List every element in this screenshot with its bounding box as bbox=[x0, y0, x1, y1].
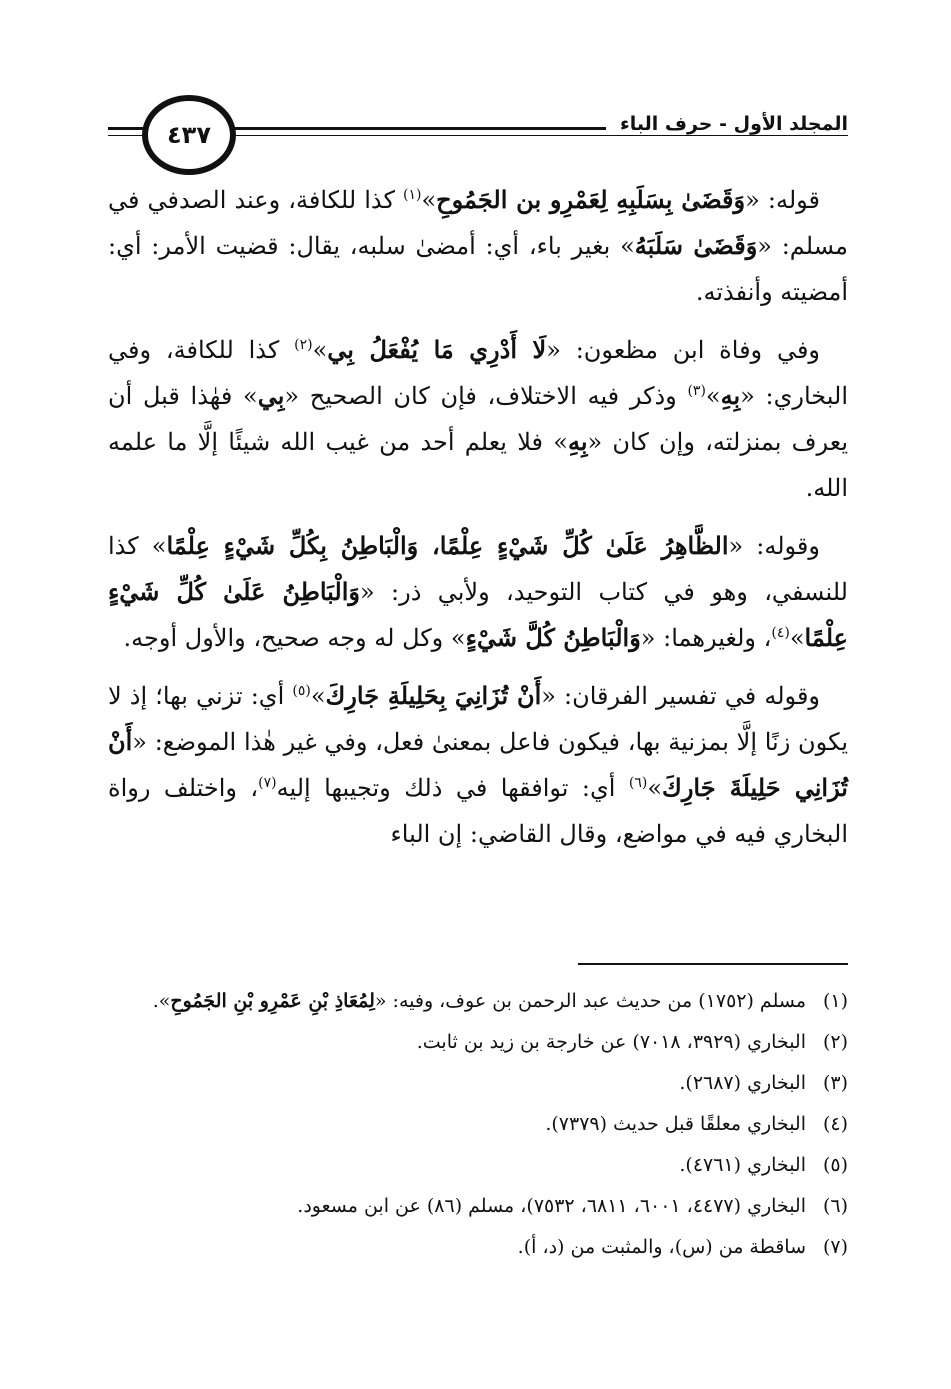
paragraph-2: وفي وفاة ابن مظعون: «لَا أَدْرِي مَا يُفْعَلُ بِي»$^{(٢)}$ كذا للكافة، وفي البخاري: «بِهِ»$^{(٣)}$ وذكر فيه الاختلاف، فإن كان الصحيح «بِي» فهٰذا قبل أن يعرف بمنزلته، وإن كان «بِهِ» فلا يعلم أحد من غيب الله شيئًا إلَّا ما علمه الله. bbox=[108, 335, 849, 502]
footnote-ref[interactable]: (٢) bbox=[294, 337, 313, 353]
footnote-ref[interactable]: (٧) bbox=[258, 775, 277, 791]
page-number: ٤٣٧ bbox=[142, 95, 236, 175]
quoted-phrase: لِمُعَاذِ بْنِ عَمْرِو بْنِ الجَمُوحِ bbox=[170, 990, 375, 1012]
footnote-ref[interactable]: (٣) bbox=[687, 383, 706, 399]
quoted-phrase: وَقَضَىٰ بِسَلَبِهِ لِعَمْرِو بن الجَمُوحِ bbox=[436, 185, 746, 214]
footnote-item bbox=[108, 1147, 848, 1183]
footnote-ref[interactable]: (٥) bbox=[292, 683, 311, 699]
footnote-item bbox=[108, 1229, 848, 1265]
footnote-ref[interactable]: (١) bbox=[403, 187, 422, 203]
quoted-phrase: بِهِ bbox=[720, 381, 741, 410]
footnote-text: البخاري (٤٧٦١). bbox=[679, 1154, 806, 1176]
footnotes bbox=[108, 983, 848, 1270]
footnote-item bbox=[108, 1065, 848, 1101]
quoted-phrase: لَا أَدْرِي مَا يُفْعَلُ بِي bbox=[327, 335, 547, 364]
quoted-phrase: بِهِ bbox=[567, 427, 588, 456]
paragraph-1: قوله: «وَقَضَىٰ بِسَلَبِهِ لِعَمْرِو بن الجَمُوحِ»$^{(١)}$ كذا للكافة، وعند الصدفي في مسلم: «وَقَضَىٰ سَلَبَهُ» بغير باء، أي: أمضىٰ سلبه، يقال: قضيت الأمر: أي: أمضيته وأنفذته. bbox=[108, 185, 848, 306]
page-header bbox=[108, 95, 848, 167]
footnote-text: البخاري (٤٤٧٧، ٦٠٠١، ٦٨١١، ٧٥٣٢)، مسلم (٨٦) عن ابن مسعود. bbox=[297, 1195, 806, 1217]
footnote-text: ساقطة من (س)، والمثبت من (د، أ). bbox=[517, 1236, 806, 1258]
footnote-number: (١) bbox=[822, 990, 848, 1012]
footnote-text: البخاري (٣٩٢٩، ٧٠١٨) عن خارجة بن زيد بن ثابت. bbox=[416, 1031, 806, 1053]
paragraph-3: وقوله: «الظَّاهِرُ عَلَىٰ كُلِّ شَيْءٍ عِلْمًا، وَالْبَاطِنُ بِكُلِّ شَيْءٍ عِلْمًا» كذا للنسفي، وهو في كتاب التوحيد، ولأبي ذر: «وَالْبَاطِنُ عَلَىٰ كُلِّ شَيْءٍ عِلْمًا»$^{(٤)}$، ولغيرهما: «وَالْبَاطِنُ كُلَّ شَيْءٍ» وكل له وجه صحيح، والأول أوجه. bbox=[108, 531, 848, 652]
quoted-phrase: وَالْبَاطِنُ كُلَّ شَيْءٍ bbox=[465, 623, 641, 652]
footnote-ref[interactable]: (٦) bbox=[628, 775, 648, 791]
quoted-phrase: وَقَضَىٰ سَلَبَهُ bbox=[634, 231, 758, 260]
quoted-phrase: وَالْبَاطِنُ عَلَىٰ كُلِّ شَيْءٍ عِلْمًا bbox=[108, 577, 848, 652]
quoted-phrase: بِي bbox=[257, 381, 285, 410]
footnote-text: مسلم (١٧٥٢) من حديث عبد الرحمن بن عوف، وفيه: «لِمُعَاذِ بْنِ عَمْرِو بْنِ الجَمُوحِ». bbox=[152, 990, 806, 1012]
footnote-number: (٤) bbox=[822, 1113, 848, 1135]
footnote-number: (٦) bbox=[822, 1195, 848, 1217]
paragraph-4: وقوله في تفسير الفرقان: «أَنْ تُزَانِيَ بِحَلِيلَةِ جَارِكَ»$^{(٥)}$ أي: تزني بها؛ إذ لا يكون زنًا إلَّا بمزنية بها، فيكون فاعل بمعنىٰ فعل، وفي غير هٰذا الموضع: «أَنْ تُزَانِي حَلِيلَةَ جَارِكَ»$^{(٦)}$ أي: توافقها في ذلك وتجيبها إليه$^{(٧)}$، واختلف رواة البخاري فيه في مواضع، وقال القاضي: إن الباء bbox=[108, 681, 848, 848]
footnote-item bbox=[108, 1024, 848, 1060]
footnote-number: (٧) bbox=[822, 1236, 848, 1258]
footnote-text: البخاري معلقًا قبل حديث (٧٣٧٩). bbox=[545, 1113, 806, 1135]
footnote-item bbox=[108, 983, 848, 1019]
footnote-separator bbox=[578, 963, 848, 965]
main-text bbox=[108, 177, 848, 869]
footnote-item bbox=[108, 1106, 848, 1142]
running-title: المجلد الأول - حرف الباء bbox=[606, 113, 848, 135]
quoted-phrase: أَنْ تُزَانِيَ بِحَلِيلَةِ جَارِكَ bbox=[325, 681, 542, 710]
footnote-number: (٥) bbox=[822, 1154, 848, 1176]
footnote-number: (٢) bbox=[822, 1031, 848, 1053]
quoted-phrase: الظَّاهِرُ عَلَىٰ كُلِّ شَيْءٍ عِلْمًا، وَالْبَاطِنُ بِكُلِّ شَيْءٍ عِلْمًا bbox=[166, 531, 729, 560]
footnote-ref[interactable]: (٤) bbox=[771, 625, 790, 641]
quoted-phrase: أَنْ تُزَانِي حَلِيلَةَ جَارِكَ bbox=[108, 727, 848, 802]
footnote-item bbox=[108, 1188, 848, 1224]
footnote-text: البخاري (٢٦٨٧). bbox=[679, 1072, 806, 1094]
footnote-number: (٣) bbox=[822, 1072, 848, 1094]
